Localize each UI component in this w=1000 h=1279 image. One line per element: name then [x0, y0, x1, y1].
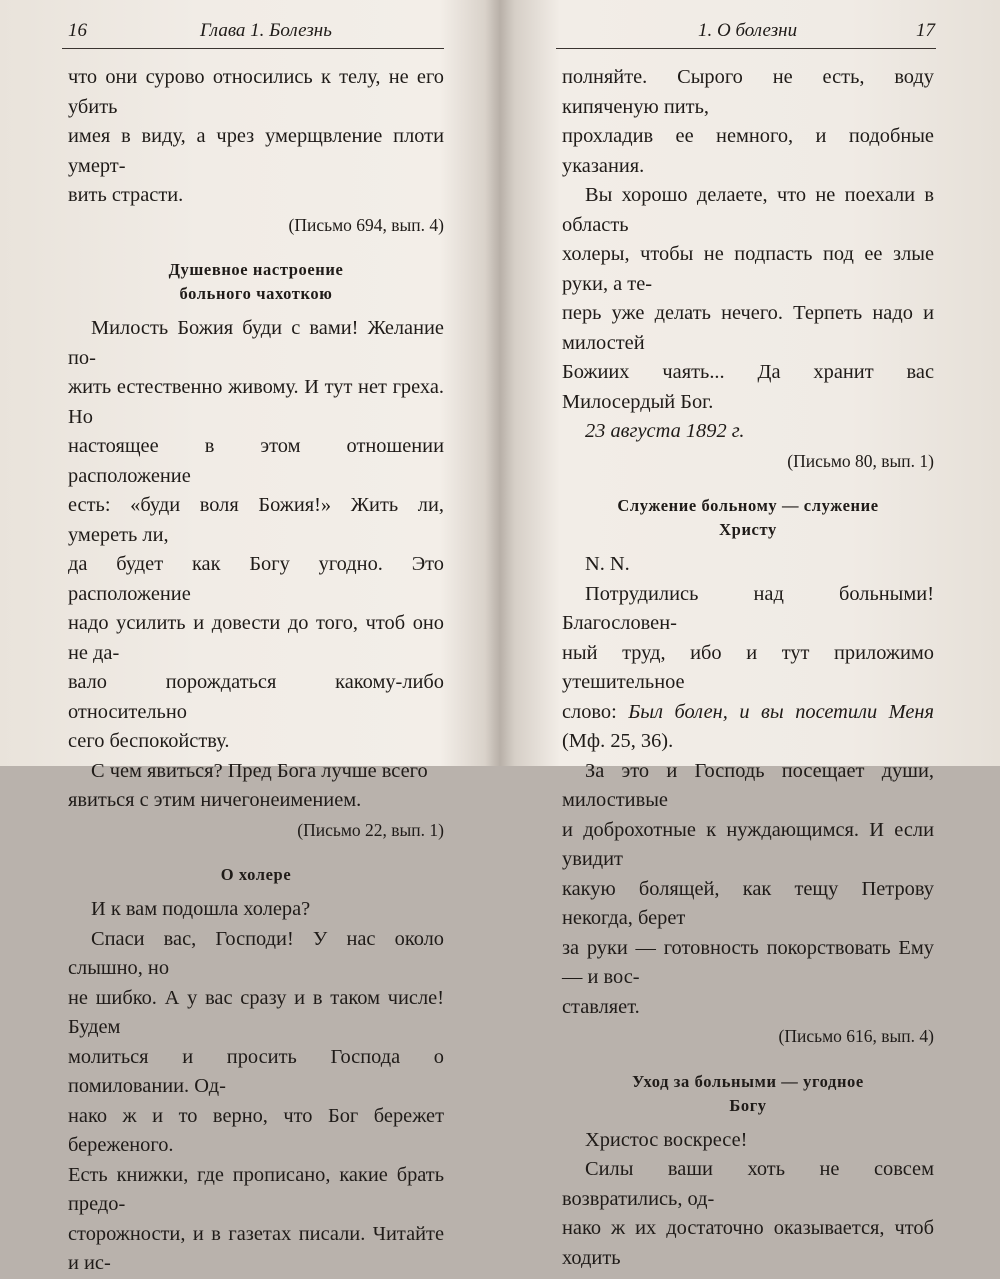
- text-line: сего беспокойству.: [68, 730, 230, 752]
- text-line: не шибко. А у вас сразу и в таком числе! Будем: [68, 986, 444, 1038]
- text-span: (Мф. 25, 36).: [562, 730, 674, 752]
- text-line: нако ж и то верно, что Бог бережет береженого.: [68, 1104, 444, 1156]
- left-page: [0, 0, 500, 1274]
- text-line: явиться с этим ничегонеимением.: [68, 789, 362, 811]
- text-line: N. N.: [585, 553, 630, 575]
- letter-source: (Письмо 80, вып. 1): [787, 450, 934, 471]
- text-line: вало порождаться какому-либо относительно: [68, 671, 444, 723]
- heading-line: Душевное настроение: [168, 260, 344, 279]
- text-line: имея в виду, а чрез умерщвление плоти умерт-: [68, 125, 444, 177]
- text-line: настоящее в этом отношении расположение: [68, 435, 444, 487]
- heading-line: Христу: [719, 520, 777, 539]
- text-line: перь уже делать нечего. Терпеть надо и милостей: [562, 302, 934, 354]
- scripture-quote: Был болен, и вы посетили Меня: [628, 700, 934, 723]
- text-line: Силы ваши хоть не совсем возвратились, од-: [562, 1158, 934, 1210]
- right-page: [500, 0, 1000, 1269]
- text-line: Потрудились над больными! Благословен-: [562, 582, 934, 634]
- heading-line: Уход за больными — угодное: [632, 1071, 864, 1091]
- text-line: С чем явиться? Пред Бога лучше всего: [91, 759, 428, 782]
- text-line: какую болящей, как тещу Петрову некогда, берет: [562, 877, 934, 929]
- text-line: [562, 698, 934, 757]
- heading-line: больного чахоткою: [179, 284, 333, 303]
- section-heading: [68, 863, 444, 887]
- text-line: за руки — готовность покорствовать Ему — и вос-: [562, 936, 934, 988]
- heading-line: О холере: [220, 865, 292, 884]
- text-line: полняйте. Сырого не есть, воду кипяченую пить,: [562, 66, 934, 118]
- text-line: Божиих чаять... Да хранит вас Милосердый Бог.: [562, 361, 934, 413]
- page-body: [562, 63, 934, 1273]
- text-line: есть: «буди воля Божия!» Жить ли, умереть ли,: [68, 494, 444, 546]
- section-heading: [68, 258, 444, 306]
- letter-source: (Письмо 694, вып. 4): [288, 214, 444, 235]
- letter-source: (Письмо 22, вып. 1): [297, 819, 444, 840]
- page-number: 17: [916, 20, 935, 41]
- text-line: прохладив ее немного, и подобные указания.: [562, 125, 934, 177]
- running-head: 1. О болезни: [698, 20, 798, 41]
- header-rule: [62, 48, 444, 49]
- text-line: Милость Божия буди с вами! Желание по-: [68, 317, 444, 369]
- running-head: Глава 1. Болезнь: [200, 20, 332, 41]
- text-line: молиться и просить Господа о помиловании. Од-: [68, 1045, 444, 1097]
- heading-line: Богу: [729, 1095, 767, 1115]
- text-line: надо усилить и довести до того, чтоб оно не да-: [68, 612, 444, 664]
- section-heading: [562, 494, 934, 542]
- text-line: и доброхотные к нуждающимся. И если увидит: [562, 818, 934, 870]
- text-line: Вы хорошо делаете, что не поехали в область: [562, 184, 934, 236]
- section-heading: [562, 1070, 934, 1118]
- text-line: нако ж их достаточно оказывается, чтоб ходить: [562, 1217, 934, 1269]
- text-line: ный труд, ибо и тут приложимо утешительное: [562, 641, 934, 693]
- text-line: да будет как Богу угодно. Это расположение: [68, 553, 444, 605]
- text-line: И к вам подошла холера?: [91, 898, 311, 920]
- text-line: вить страсти.: [68, 184, 184, 206]
- heading-line: Служение больному — служение: [617, 496, 879, 515]
- text-line: Спаси вас, Господи! У нас около слышно, но: [68, 927, 444, 979]
- text-line: жить естественно живому. И тут нет греха. Но: [68, 376, 444, 428]
- text-line: ставляет.: [562, 995, 640, 1018]
- page-number: 16: [68, 20, 87, 41]
- header-rule: [556, 48, 936, 49]
- letter-date: 23 августа 1892 г.: [585, 420, 745, 442]
- text-span: слово:: [562, 700, 629, 723]
- text-line: За это и Господь посещает души, милостивые: [562, 759, 934, 811]
- page-body: [68, 63, 444, 1279]
- text-line: сторожности, и в газетах писали. Читайте и ис-: [68, 1222, 444, 1274]
- letter-source: (Письмо 616, вып. 4): [778, 1026, 934, 1046]
- text-line: Христос воскресе!: [585, 1128, 748, 1151]
- text-line: Есть книжки, где прописано, какие брать предо-: [68, 1163, 444, 1215]
- text-line: холеры, чтобы не подпасть под ее злые руки, а те-: [562, 243, 934, 295]
- text-line: что они сурово относились к телу, не его убить: [68, 66, 444, 118]
